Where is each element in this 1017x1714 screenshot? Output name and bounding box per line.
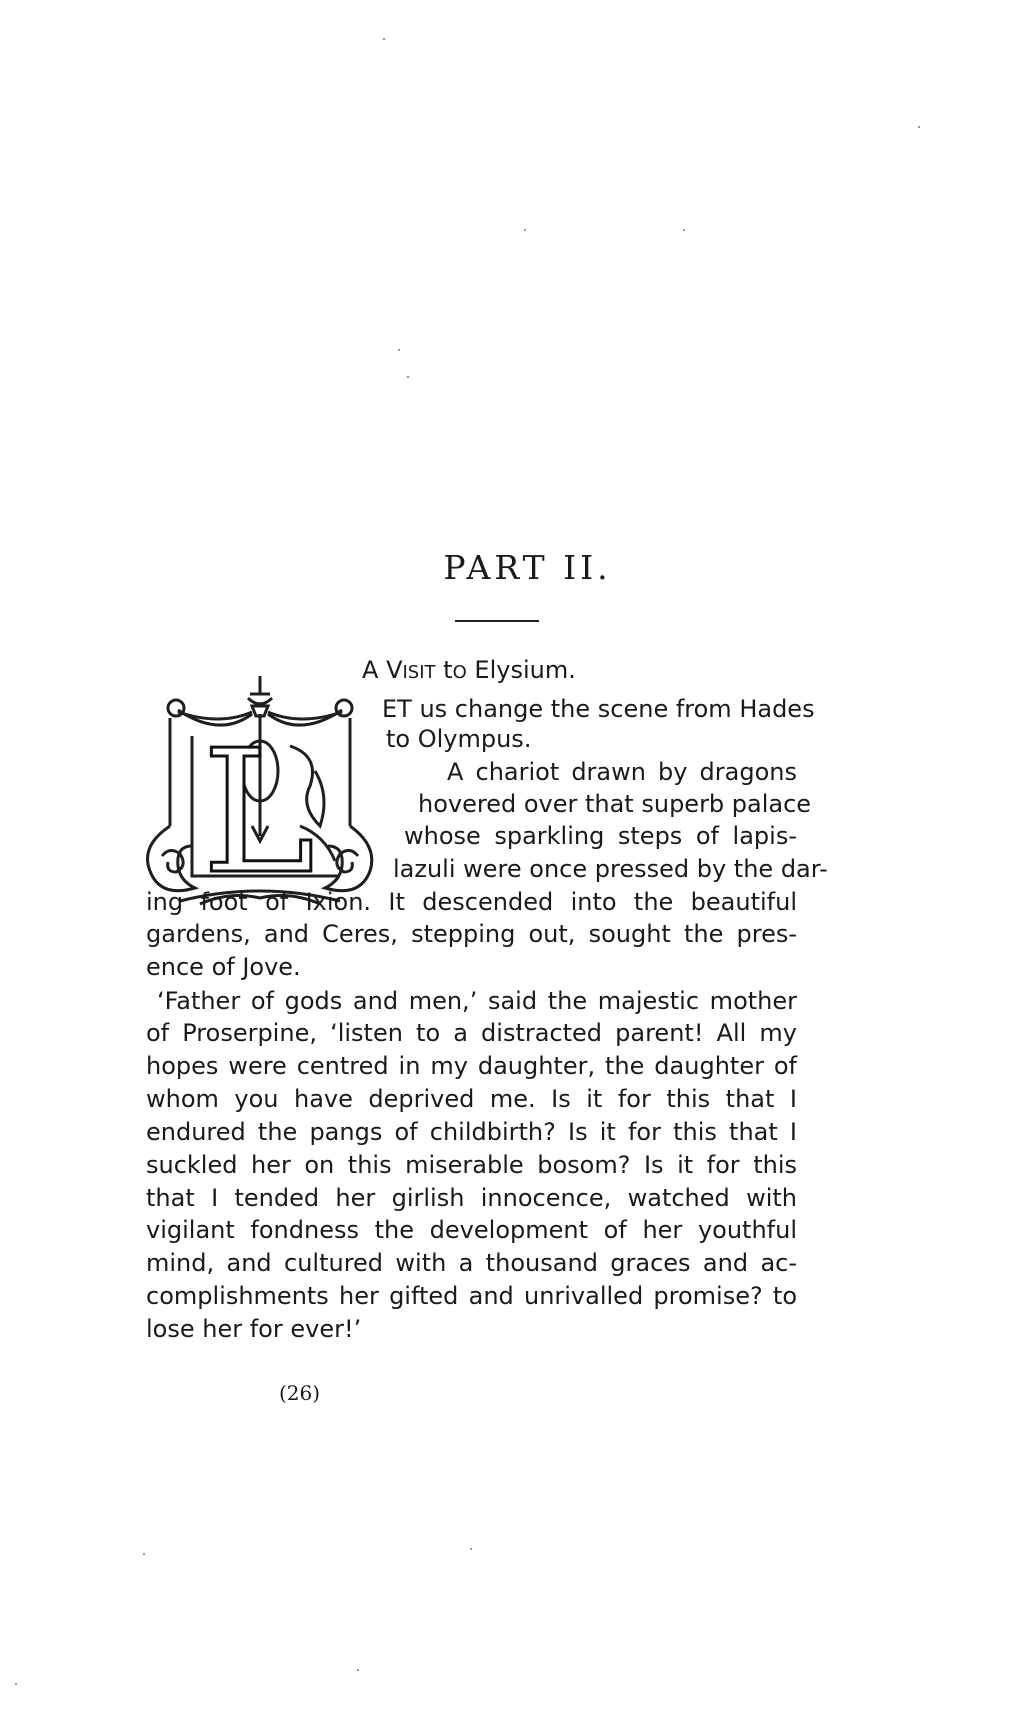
page-number: (26) [279, 1381, 321, 1405]
chapter-title-word: A [362, 656, 379, 684]
text-line: lose her for ever!’ [146, 1315, 362, 1343]
scan-speck [683, 229, 685, 231]
text-line: to Olympus. [386, 725, 532, 753]
scan-speck [407, 376, 409, 378]
scan-speck [398, 349, 400, 351]
text-line: ‘Father of gods and men,’ said the majestic mother [157, 987, 797, 1015]
text-line: ET us change the scene from Hades [382, 695, 815, 723]
scroll-flourish-left [148, 826, 196, 891]
chapter-title [362, 656, 576, 684]
text-line: endured the pangs of childbirth? Is it for this that I [146, 1118, 797, 1146]
urn-ornament [248, 676, 272, 716]
text-line: hopes were centred in my daughter, the daughter of [146, 1052, 797, 1080]
scan-speck [524, 229, 526, 231]
rosette-left [168, 700, 184, 716]
chapter-title-word: tO [443, 656, 467, 684]
scan-speck [383, 38, 385, 40]
text-line: vigilant fondness the development of her youthful [146, 1216, 797, 1244]
text-line: that I tended her girlish innocence, watched with [146, 1184, 797, 1212]
scroll-flourish-right [325, 826, 372, 891]
text-line: lazuli were once pressed by the dar- [393, 855, 828, 883]
text-line: whom you have deprived me. Is it for this that I [146, 1085, 797, 1113]
text-line: gardens, and Ceres, stepping out, sought the pres- [146, 920, 797, 948]
text-line: ing foot of Ixion. It descended into the beautiful [146, 888, 797, 916]
text-line: whose sparkling steps of lapis- [404, 822, 797, 850]
chapter-title-word: Elysium. [474, 656, 576, 684]
rosette-right [336, 700, 352, 716]
part-heading: PART II. [443, 548, 612, 587]
scan-speck [918, 126, 920, 128]
drop-cap-letter: L [202, 714, 315, 912]
scan-speck [15, 1683, 17, 1685]
scan-speck [143, 1553, 145, 1555]
title-rule [455, 620, 539, 622]
text-line: ence of Jove. [146, 953, 301, 981]
ornamental-drop-cap [140, 676, 380, 916]
text-line: mind, and cultured with a thousand graces and ac- [146, 1249, 797, 1277]
text-line: hovered over that superb palace [418, 790, 812, 818]
scan-speck [470, 1548, 472, 1550]
scan-speck [357, 1669, 359, 1671]
chapter-title-word: VISIT [386, 656, 436, 684]
text-line: A chariot drawn by dragons [447, 758, 797, 786]
text-line: of Proserpine, ‘listen to a distracted parent! All my [146, 1019, 797, 1047]
text-line: suckled her on this miserable bosom? Is it for this [146, 1151, 797, 1179]
text-line: complishments her gifted and unrivalled promise? to [146, 1282, 797, 1310]
